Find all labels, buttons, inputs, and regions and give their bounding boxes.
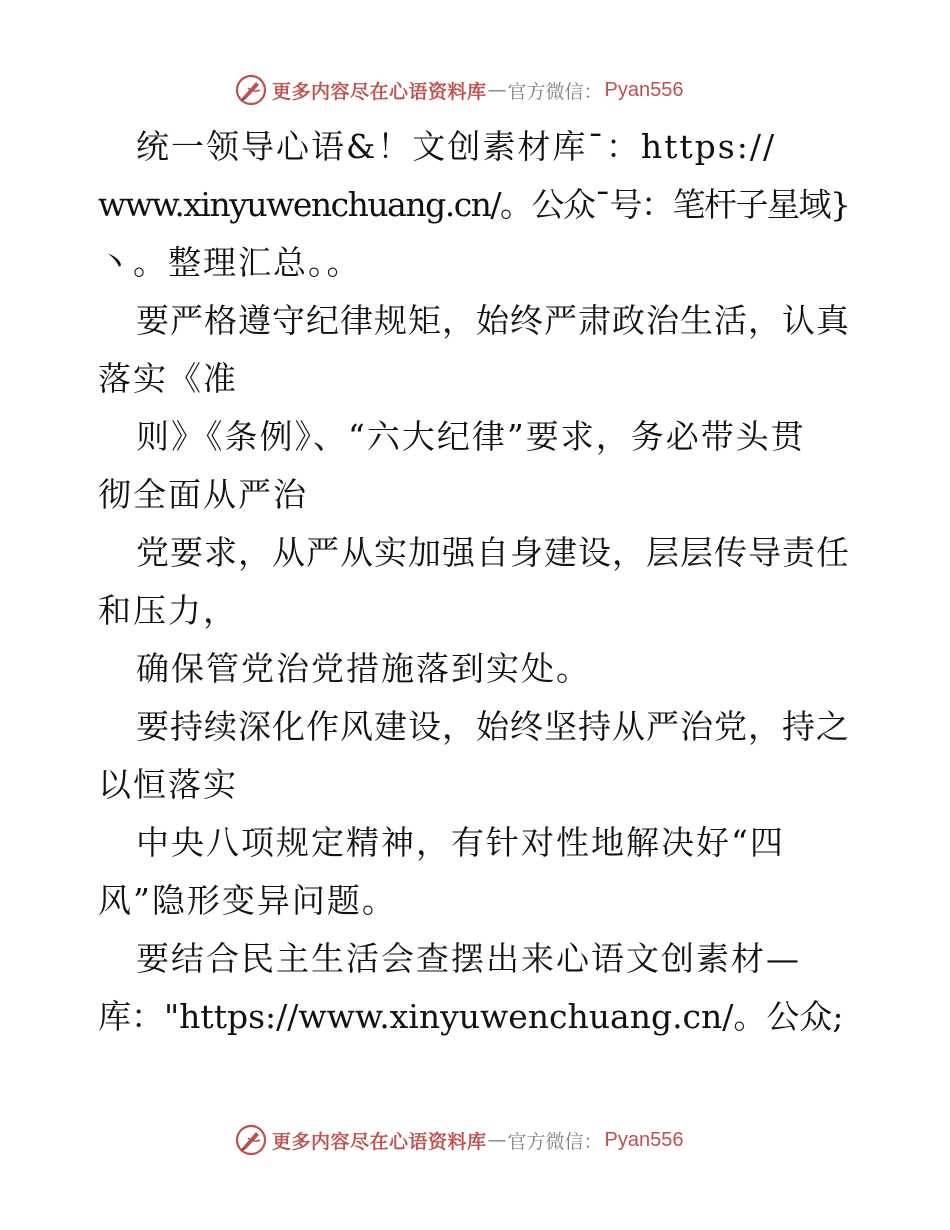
watermark-wechat-label: 官方微信： [507, 80, 603, 103]
quill-pen-logo-icon [234, 73, 268, 107]
watermark-separator: — [487, 79, 507, 101]
body-line-3: 丶。整理汇总。。 [98, 243, 362, 282]
body-line-15: 要结合民主生活会查摆出来心语文创素材— [136, 939, 801, 978]
body-line-1: 统一领导心语&！文创素材库¯：https:// [136, 127, 777, 166]
watermark-main-text: 更多内容尽在心语资料库 [272, 80, 487, 103]
quill-pen-logo-icon [234, 1123, 268, 1157]
footer-watermark [234, 1122, 684, 1158]
header-watermark [234, 72, 684, 108]
body-line-5: 落实《准 [98, 359, 238, 398]
body-line-6: 则》《条例》、“六大纪律”要求，务必带头贯 [136, 417, 806, 456]
body-line-11: 要持续深化作风建设，始终坚持从严治党，持之 [136, 707, 850, 746]
body-line-12: 以恒落实 [98, 765, 238, 804]
watermark-wechat-label: 官方微信： [507, 1130, 603, 1153]
body-line-4: 要严格遵守纪律规矩，始终严肃政治生活，认真 [136, 301, 850, 340]
body-line-2: www.xinyuwenchuang.cn/。公众¯号：笔杆子星域} [98, 185, 850, 224]
watermark-wechat-id: Pyan556 [604, 1128, 684, 1151]
body-line-16: 库："https://www.xinyuwenchuang.cn/。公众; [98, 997, 844, 1036]
body-line-9: 和压力， [98, 591, 238, 630]
watermark-separator: — [487, 1129, 507, 1151]
watermark-wechat-id: Pyan556 [604, 78, 684, 101]
body-line-7: 彻全面从严治 [98, 475, 308, 514]
body-line-13: 中央八项规定精神，有针对性地解决好“四 [136, 823, 785, 862]
body-line-14: 风”隐形变异问题。 [98, 881, 397, 920]
watermark-main-text: 更多内容尽在心语资料库 [272, 1130, 487, 1153]
body-line-8: 党要求，从严从实加强自身建设，层层传导责任 [136, 533, 850, 572]
body-line-10: 确保管党治党措施落到实处。 [136, 649, 591, 688]
